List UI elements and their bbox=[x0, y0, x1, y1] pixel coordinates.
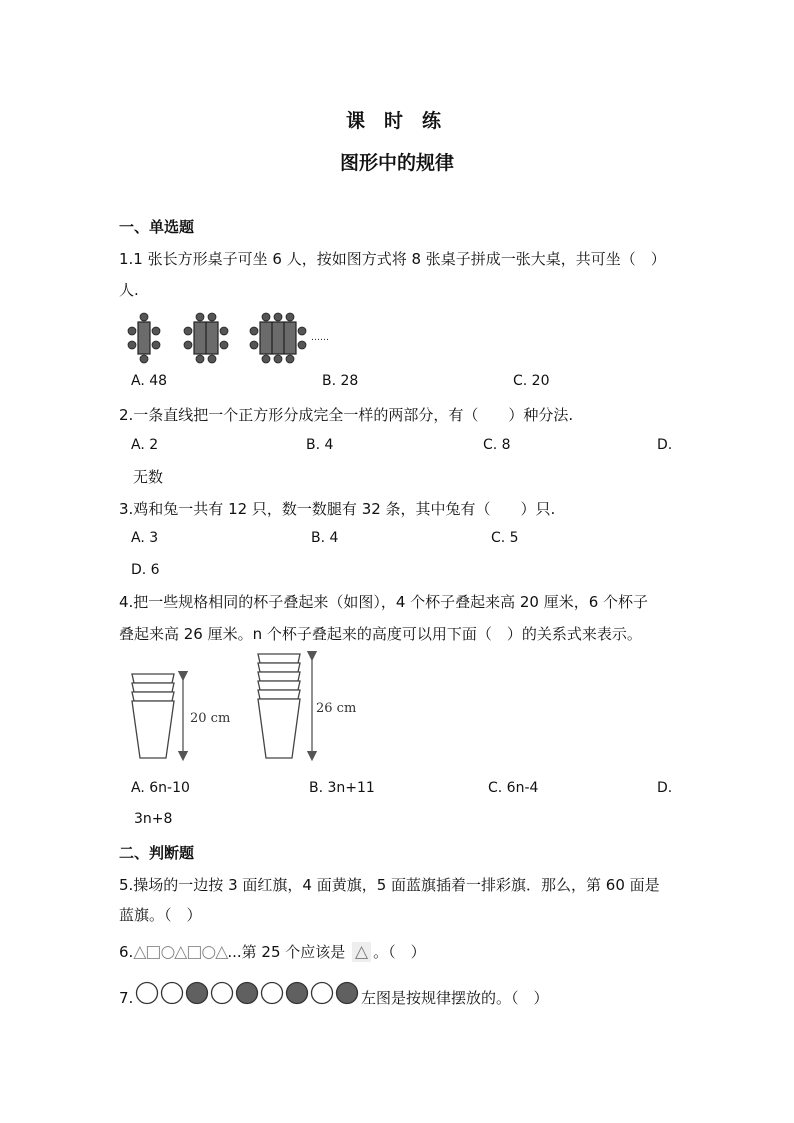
question-4-text: 4.把一些规格相同的杯子叠起来（如图），4 个杯子叠起来高 20 厘米，6 个杯子 bbox=[119, 593, 649, 611]
question-4-option-b[interactable]: B. 3n+11 bbox=[309, 780, 375, 796]
question-4-option-c[interactable]: C. 6n-4 bbox=[488, 780, 539, 796]
question-1-figure-ellipsis: …… bbox=[311, 333, 329, 343]
question-1-option-b[interactable]: B. 28 bbox=[322, 373, 359, 389]
chair bbox=[262, 355, 270, 363]
cup-stack-6 bbox=[258, 654, 300, 758]
question-1-option-c[interactable]: C. 20 bbox=[513, 373, 550, 389]
cup-stack-4 bbox=[132, 674, 174, 758]
chair bbox=[152, 327, 160, 335]
question-6-text-end: 。（ ） bbox=[373, 943, 426, 961]
chair bbox=[140, 313, 148, 321]
question-2-option-a[interactable]: A. 2 bbox=[131, 437, 159, 453]
chair bbox=[286, 313, 294, 321]
question-3-option-a[interactable]: A. 3 bbox=[131, 530, 159, 546]
chair bbox=[128, 341, 136, 349]
chair bbox=[262, 313, 270, 321]
question-5-text: 5.操场的一边按 3 面红旗，4 面黄旗，5 面蓝旗插着一排彩旗．那么，第 60 面是 bbox=[119, 876, 660, 894]
question-2-option-c[interactable]: C. 8 bbox=[483, 437, 511, 453]
question-1-text: 1.1 张长方形桌子可坐 6 人，按如图方式将 8 张桌子拼成一张大桌，共可坐（ ） bbox=[119, 250, 666, 268]
section-heading-single-choice: 一、单选题 bbox=[119, 218, 195, 236]
question-2-option-b[interactable]: B. 4 bbox=[306, 437, 334, 453]
chair bbox=[128, 327, 136, 335]
question-6-shape-sequence: △□○△□○△ bbox=[133, 942, 228, 962]
question-3-option-d[interactable]: D. 6 bbox=[131, 562, 160, 578]
question-6-line bbox=[119, 941, 426, 962]
question-7-circles-figure bbox=[135, 980, 365, 1006]
gray-circle bbox=[287, 983, 308, 1004]
chair bbox=[250, 327, 258, 335]
chair bbox=[152, 341, 160, 349]
question-4-option-d[interactable]: D. bbox=[657, 780, 673, 796]
height-label-20cm: 20 cm bbox=[190, 711, 231, 726]
question-2-option-d[interactable]: D. bbox=[657, 437, 673, 453]
question-4-option-d-text: 3n+8 bbox=[134, 811, 173, 827]
chair bbox=[220, 327, 228, 335]
white-circle bbox=[212, 983, 233, 1004]
question-1-option-a[interactable]: A. 48 bbox=[131, 373, 168, 389]
question-7-text: 左图是按规律摆放的。（ ） bbox=[361, 989, 549, 1007]
white-circle bbox=[262, 983, 283, 1004]
chair bbox=[208, 355, 216, 363]
question-3-text: 3.鸡和兔一共有 12 只，数一数腿有 32 条，其中兔有（ ）只. bbox=[119, 500, 556, 518]
height-label-26cm: 26 cm bbox=[316, 701, 357, 716]
question-1-text-cont: 人. bbox=[119, 281, 139, 299]
chair bbox=[298, 327, 306, 335]
chair bbox=[298, 341, 306, 349]
chair bbox=[220, 341, 228, 349]
table-group-1 bbox=[138, 322, 150, 354]
question-7-number: 7. bbox=[119, 989, 134, 1007]
question-5-text-cont: 蓝旗。（ ） bbox=[119, 906, 202, 924]
question-4-option-a[interactable]: A. 6n-10 bbox=[131, 780, 190, 796]
page-subtitle: 图形中的规律 bbox=[340, 152, 455, 174]
chair bbox=[196, 355, 204, 363]
question-3-option-c[interactable]: C. 5 bbox=[491, 530, 519, 546]
question-6-number: 6. bbox=[119, 943, 134, 961]
question-2-option-d-text: 无数 bbox=[133, 468, 164, 486]
chair bbox=[196, 313, 204, 321]
gray-circle bbox=[237, 983, 258, 1004]
question-1-tables-figure bbox=[128, 310, 348, 370]
question-4-cups-figure bbox=[128, 650, 368, 770]
chair bbox=[286, 355, 294, 363]
chair bbox=[274, 355, 282, 363]
question-3-option-b[interactable]: B. 4 bbox=[311, 530, 339, 546]
gray-circle bbox=[337, 983, 358, 1004]
chair bbox=[250, 341, 258, 349]
gray-circle bbox=[187, 983, 208, 1004]
question-6-text: ...第 25 个应该是 bbox=[227, 943, 346, 961]
table-group-3 bbox=[260, 322, 296, 354]
question-4-text-cont: 叠起来高 26 厘米。n 个杯子叠起来的高度可以用下面（ ）的关系式来表示。 bbox=[119, 625, 642, 643]
section-heading-true-false: 二、判断题 bbox=[119, 844, 195, 862]
white-circle bbox=[137, 983, 158, 1004]
chair bbox=[274, 313, 282, 321]
chair bbox=[140, 355, 148, 363]
chair bbox=[184, 341, 192, 349]
chair bbox=[208, 313, 216, 321]
page-title: 课 时 练 bbox=[346, 110, 442, 132]
white-circle bbox=[312, 983, 333, 1004]
question-2-text: 2.一条直线把一个正方形分成完全一样的两部分，有（ ）种分法. bbox=[119, 406, 574, 424]
question-6-answer-shape: △ bbox=[352, 942, 371, 962]
white-circle bbox=[162, 983, 183, 1004]
chair bbox=[184, 327, 192, 335]
